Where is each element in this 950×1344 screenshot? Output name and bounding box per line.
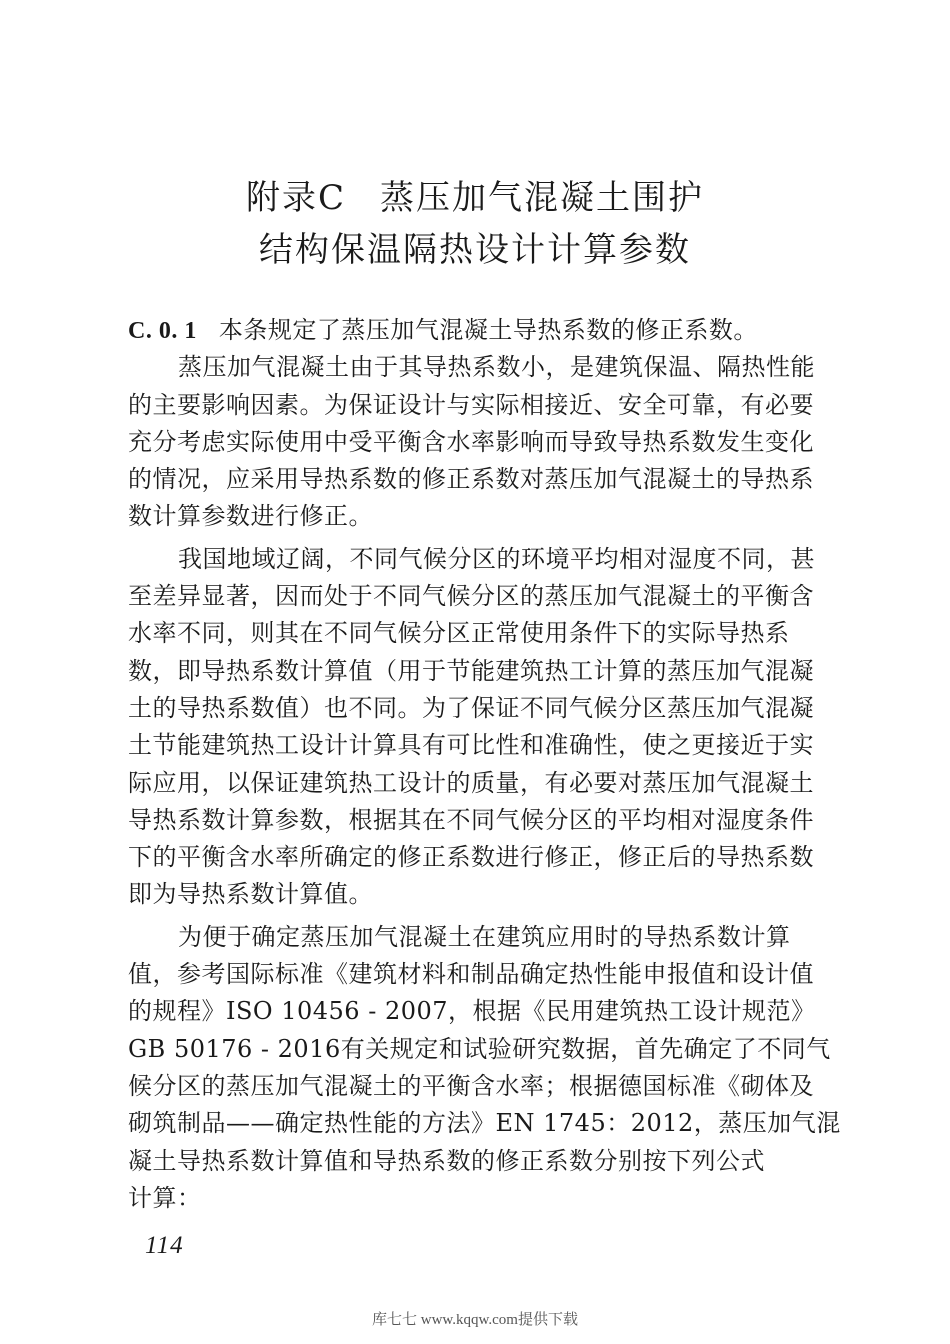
paragraph-line: 土的导热系数值）也不同。为了保证不同气候分区蒸压加气混凝 [128, 693, 814, 722]
paragraph-2 [128, 541, 838, 914]
appendix-label: 附录C [245, 178, 346, 218]
body-text [128, 312, 841, 1217]
paragraph-line: 数计算参数进行修正。 [128, 502, 373, 531]
paragraph-line: 至差异显著，因而处于不同气候分区的蒸压加气混凝土的平衡含 [128, 582, 814, 611]
paragraph-line: 值，参考国际标准《建筑材料和制品确定热性能申报值和设计值 [128, 960, 814, 989]
clause-heading-text: 本条规定了蒸压加气混凝土导热系数的修正系数。 [218, 316, 758, 344]
paragraph-1 [128, 349, 838, 535]
paragraph-3 [128, 919, 841, 1217]
paragraph-line: 的规程》ISO 10456 - 2007，根据《民用建筑热工设计规范》 [128, 997, 816, 1026]
paragraph-line: 下的平衡含水率所确定的修正系数进行修正，修正后的导热系数 [128, 843, 814, 872]
paragraph-line: 候分区的蒸压加气混凝土的平衡含水率；根据德国标准《砌体及 [128, 1071, 814, 1100]
paragraph-line: 我国地域辽阔，不同气候分区的环境平均相对湿度不同，甚 [178, 544, 815, 573]
appendix-title-line-2: 结构保温隔热设计计算参数 [259, 230, 691, 270]
download-watermark: 库七七 www.kqqw.com提供下载 [372, 1312, 578, 1328]
paragraph-line: 水率不同，则其在不同气候分区正常使用条件下的实际导热系 [128, 619, 790, 648]
paragraph-line: 导热系数计算参数，根据其在不同气候分区的平均相对湿度条件 [128, 805, 814, 834]
appendix-title-text-1: 蒸压加气混凝土围护 [380, 178, 704, 218]
paragraph-line: 的主要影响因素。为保证设计与实际相接近、安全可靠，有必要 [128, 390, 814, 419]
paragraph-line: 土节能建筑热工设计计算具有可比性和准确性，使之更接近于实 [128, 731, 814, 760]
paragraph-line: 数，即导热系数计算值（用于节能建筑热工计算的蒸压加气混凝 [128, 656, 814, 685]
appendix-title [0, 172, 950, 276]
clause-heading [128, 312, 838, 349]
page-number: 114 [145, 1232, 184, 1259]
appendix-title-line-1 [0, 172, 950, 224]
paragraph-line: GB 50176 - 2016有关规定和试验研究数据，首先确定了不同气 [128, 1034, 831, 1063]
clause-number: C. 0. 1 [128, 318, 197, 344]
paragraph-line: 砌筑制品——确定热性能的方法》EN 1745：2012，蒸压加气混 [128, 1109, 841, 1138]
paragraph-line: 际应用，以保证建筑热工设计的质量，有必要对蒸压加气混凝土 [128, 768, 814, 797]
paragraph-line: 计算： [128, 1183, 202, 1212]
paragraph-line: 的情况，应采用导热系数的修正系数对蒸压加气混凝土的导热系 [128, 465, 814, 494]
paragraph-line: 凝土导热系数计算值和导热系数的修正系数分别按下列公式 [128, 1146, 765, 1175]
paragraph-line: 蒸压加气混凝土由于其导热系数小，是建筑保温、隔热性能 [178, 353, 815, 382]
paragraph-line: 充分考虑实际使用中受平衡含水率影响而导致导热系数发生变化 [128, 427, 814, 456]
paragraph-line: 即为导热系数计算值。 [128, 880, 373, 909]
paragraph-line: 为便于确定蒸压加气混凝土在建筑应用时的导热系数计算 [178, 922, 791, 951]
